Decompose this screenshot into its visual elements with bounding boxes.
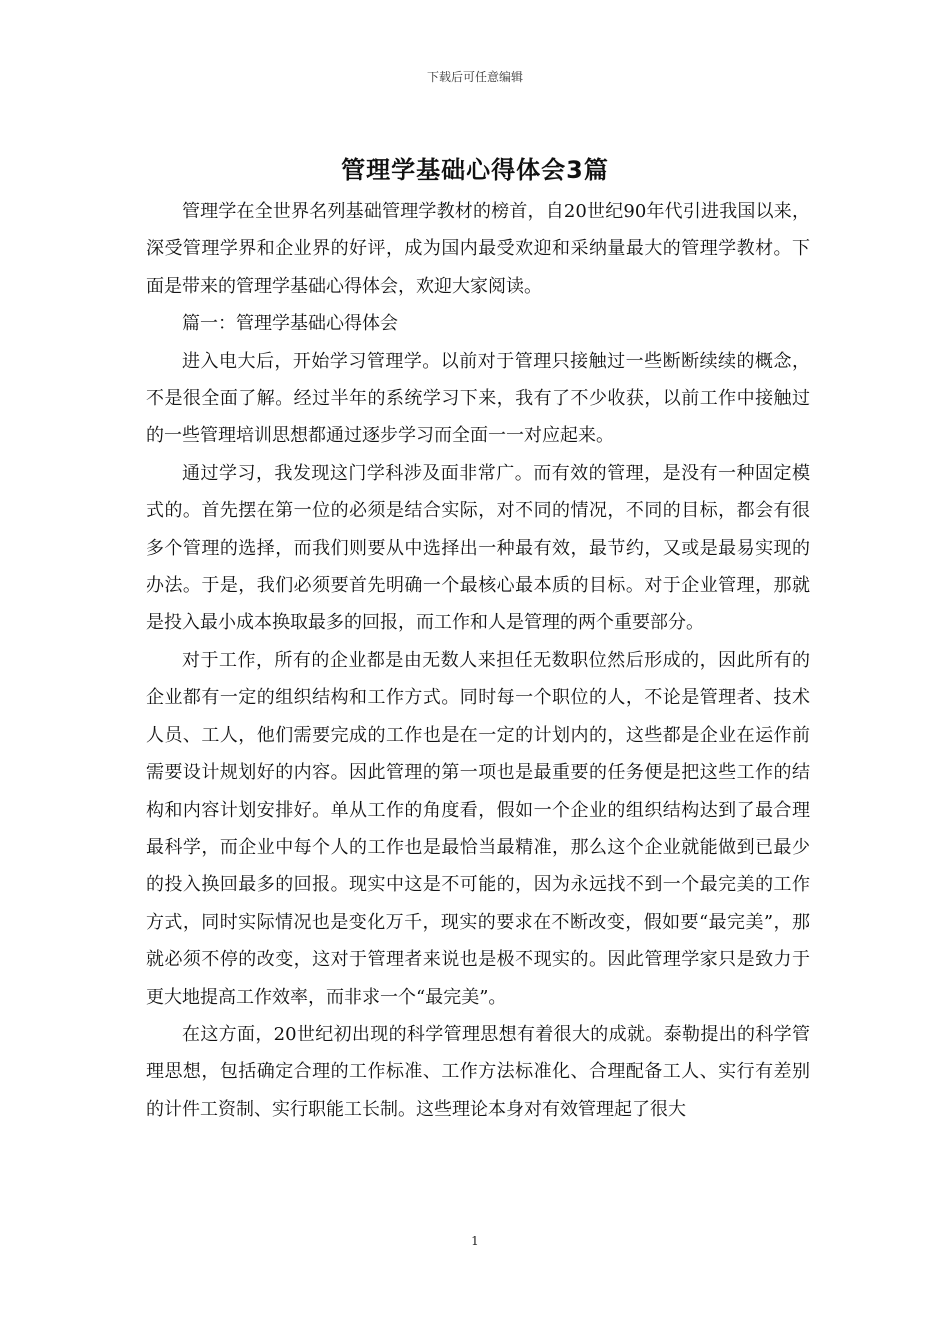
- page-header: 下载后可任意编辑: [426, 70, 523, 84]
- body-paragraph: 进入电大后，开始学习管理学。以前对于管理只接触过一些断断续续的概念，不是很全面了解。经过半年的系统学习下来，我有了不少收获，以前工作中接触过的一些管理培训思想都通过逐步学习而全面一一对应起来。: [146, 350, 810, 447]
- page-number: 1: [471, 1234, 479, 1248]
- document-title: 管理学基础心得体会3篇: [341, 156, 609, 184]
- section-heading: 篇一：管理学基础心得体会: [182, 313, 398, 335]
- intro-paragraph: 管理学在全世界名列基础管理学教材的榜首，自20世纪90年代引进我国以来，深受管理学界和企业界的好评，成为国内最受欢迎和采纳量最大的管理学教材。下面是带来的管理学基础心得体会，欢迎大家阅读。: [146, 201, 810, 297]
- body-paragraph: 对于工作，所有的企业都是由无数人来担任无数职位然后形成的，因此所有的企业都有一定的组织结构和工作方式。同时每一个职位的人，不论是管理者、技术人员、工人，他们需要完成的工作也是在一定的计划内的，这些都是企业在运作前需要设计规划好的内容。因此管理的第一项也是最重要的任务便是把这些工作的结构和内容计划安排好。单从工作的角度看，假如一个企业的组织结构达到了最合理最科学，而企业中每个人的工作也是最恰当最精准，那么这个企业就能做到已最少的投入换回最多的回报。现实中这是不可能的，因为永远找不到一个最完美的工作方式，同时实际情况也是变化万千，现实的要求在不断改变，假如要“最完美”，那就必须不停的改变，这对于管理者来说也是极不现实的。因此管理学家只是致力于更大地提高工作效率，而非求一个“最完美”。: [146, 649, 810, 1008]
- body-paragraph: 通过学习，我发现这门学科涉及面非常广。而有效的管理，是没有一种固定模式的。首先摆在第一位的必须是结合实际，对不同的情况，不同的目标，都会有很多个管理的选择，而我们则要从中选择出一种最有效，最节约，又或是最易实现的办法。于是，我们必须要首先明确一个最核心最本质的目标。对于企业管理，那就是投入最小成本换取最多的回报，而工作和人是管理的两个重要部分。: [146, 462, 810, 634]
- document-body: [146, 193, 810, 1128]
- body-paragraph: 在这方面，20世纪初出现的科学管理思想有着很大的成就。泰勒提出的科学管理思想，包括确定合理的工作标准、工作方法标准化、合理配备工人、实行有差别的计件工资制、实行职能工长制。这些理论本身对有效管理起了很大: [146, 1023, 810, 1120]
